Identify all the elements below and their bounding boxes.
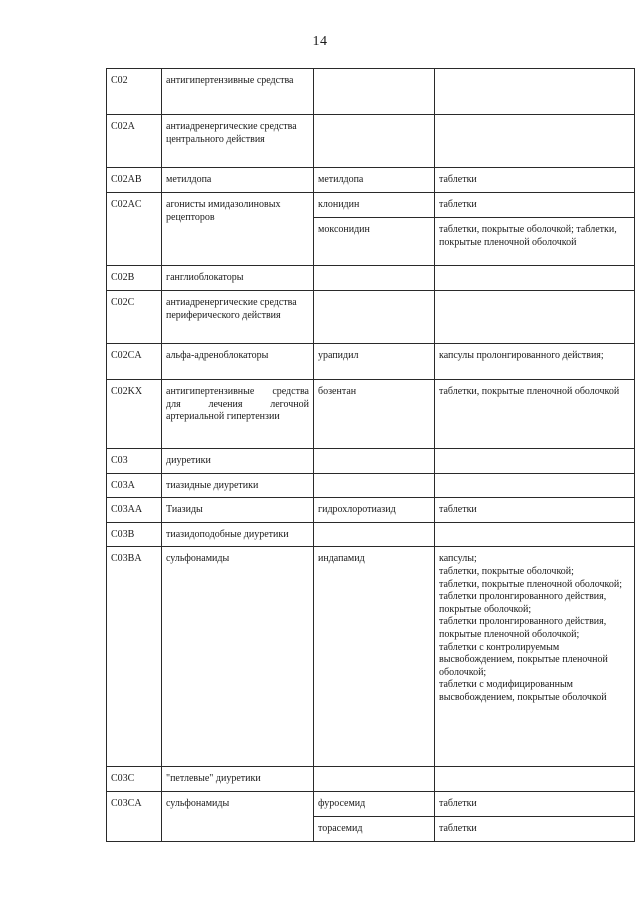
substance-cell: индапамид (314, 547, 435, 767)
dosage-form-cell: капсулы пролонгированного действия; (435, 344, 635, 380)
group-name-cell: тиазидные диуретики (162, 473, 314, 498)
group-name-cell: антиадренергические средства периферического действия (162, 291, 314, 344)
atc-code-cell: C03 (107, 449, 162, 474)
substance-cell (314, 266, 435, 291)
table-row (107, 266, 635, 291)
substance-cell: клонидин (314, 193, 435, 218)
group-name-cell: антигипертензивные средства (162, 69, 314, 115)
group-name-cell: антиадренергические средства центрального действия (162, 115, 314, 168)
dosage-form-cell: таблетки, покрытые пленочной оболочкой (435, 380, 635, 449)
group-name-cell: ганглиоблокаторы (162, 266, 314, 291)
dosage-form-cell (435, 449, 635, 474)
atc-code-cell: C02C (107, 291, 162, 344)
group-name-cell: диуретики (162, 449, 314, 474)
atc-code-cell: C03CA (107, 792, 162, 842)
substance-cell (314, 449, 435, 474)
substance-cell (314, 69, 435, 115)
table-row (107, 291, 635, 344)
substance-cell: метилдопа (314, 168, 435, 193)
group-name-cell: сульфонамиды (162, 547, 314, 767)
substance-cell: фуросемид (314, 792, 435, 817)
table-row (107, 547, 635, 767)
table-row (107, 344, 635, 380)
atc-code-cell: C03B (107, 522, 162, 547)
dosage-form-cell (435, 291, 635, 344)
substance-cell (314, 115, 435, 168)
atc-code-cell: C03C (107, 767, 162, 792)
atc-code-cell: C02A (107, 115, 162, 168)
table-row (107, 69, 635, 115)
group-name-cell: агонисты имидазолиновых рецепторов (162, 193, 314, 266)
dosage-form-cell (435, 69, 635, 115)
group-name-cell: метилдопа (162, 168, 314, 193)
group-name-cell: альфа-адреноблокаторы (162, 344, 314, 380)
atc-code-cell: C03A (107, 473, 162, 498)
table-row (107, 380, 635, 449)
dosage-form-cell: таблетки (435, 498, 635, 523)
dosage-form-cell: таблетки, покрытые оболочкой; таблетки, покрытые пленочной оболочкой (435, 218, 635, 266)
dosage-form-cell (435, 522, 635, 547)
substance-cell (314, 473, 435, 498)
drug-classification-table (106, 68, 635, 842)
substance-cell: торасемид (314, 817, 435, 842)
substance-cell (314, 291, 435, 344)
group-name-cell: антигипертензивные средства для лечения легочной артериальной гипертензии (162, 380, 314, 449)
substance-cell: гидрохлоротиазид (314, 498, 435, 523)
table-row (107, 449, 635, 474)
atc-code-cell: C02AC (107, 193, 162, 266)
table-row (107, 193, 635, 218)
group-name-cell: Тиазиды (162, 498, 314, 523)
substance-cell (314, 767, 435, 792)
atc-code-cell: C02 (107, 69, 162, 115)
dosage-form-cell: таблетки (435, 792, 635, 817)
group-name-cell: "петлевые" диуретики (162, 767, 314, 792)
table-row (107, 792, 635, 817)
dosage-form-cell: таблетки (435, 193, 635, 218)
dosage-form-cell (435, 266, 635, 291)
substance-cell: урапидил (314, 344, 435, 380)
atc-code-cell: C02AB (107, 168, 162, 193)
atc-code-cell: C02KX (107, 380, 162, 449)
atc-code-cell: C03BA (107, 547, 162, 767)
substance-cell: бозентан (314, 380, 435, 449)
atc-code-cell: C02B (107, 266, 162, 291)
substance-cell (314, 522, 435, 547)
substance-cell: моксонидин (314, 218, 435, 266)
table-row (107, 473, 635, 498)
dosage-form-cell: таблетки (435, 168, 635, 193)
dosage-form-cell: капсулы; таблетки, покрытые оболочкой; таблетки, покрытые пленочной оболочкой; таблетки пролонгированного действия, покрытые оболочкой; таблетки пролонгированного действия, покрытые пленочной оболочкой; таблетки с контролируемым высвобождением, покрытые пленочной оболочкой; таблетки с модифицированным высвобождением, покрытые оболочкой (435, 547, 635, 767)
table-row (107, 522, 635, 547)
table-row (107, 115, 635, 168)
dosage-form-cell: таблетки (435, 817, 635, 842)
dosage-form-cell (435, 767, 635, 792)
table-row (107, 498, 635, 523)
table-row (107, 168, 635, 193)
page-number: 14 (312, 34, 328, 49)
atc-code-cell: C02CA (107, 344, 162, 380)
table-row (107, 767, 635, 792)
group-name-cell: тиазидоподобные диуретики (162, 522, 314, 547)
group-name-cell: сульфонамиды (162, 792, 314, 842)
atc-code-cell: C03AA (107, 498, 162, 523)
dosage-form-cell (435, 115, 635, 168)
dosage-form-cell (435, 473, 635, 498)
